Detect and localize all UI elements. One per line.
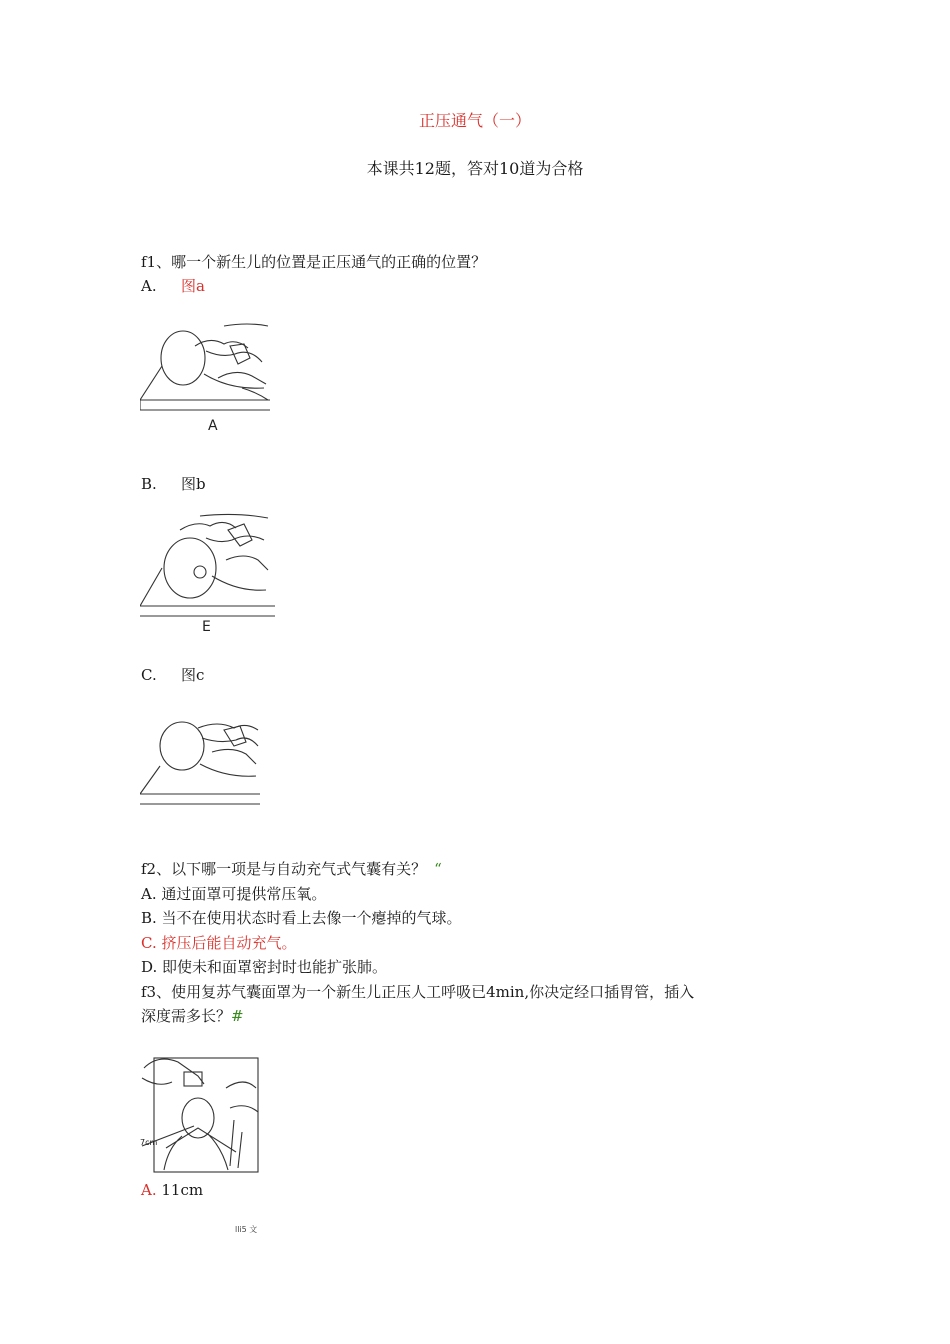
page-subtitle: 本课共12题，答对10道为合格 [366, 159, 584, 178]
option-text: 图c [181, 666, 205, 684]
option-letter: A. [141, 1181, 157, 1199]
question-1-text: f1、哪一个新生儿的位置是正压通气的正确的位置？ [141, 253, 487, 271]
question-3-text-line1: f3、使用复苏气囊面罩为一个新生儿正压人工呼吸已4min,你决定经口插胃管，插入 [141, 983, 695, 1001]
question-3-text-line2 [141, 1006, 244, 1026]
option-letter: B. [141, 475, 157, 493]
q1-option-a[interactable] [141, 276, 205, 296]
q3-answer-a[interactable] [141, 1180, 203, 1200]
q2-option-b[interactable]: B. 当不在使用状态时看上去像一个瘪掉的气球。 [141, 909, 462, 927]
figure-gastric-tube-label: 7cm [140, 1138, 158, 1147]
question-2-text [141, 859, 442, 879]
question-2-mark: “ [434, 860, 442, 878]
figure-gastric-tube-measurement [138, 1048, 263, 1176]
q1-option-c[interactable] [141, 665, 204, 685]
option-text: 图a [181, 277, 205, 295]
question-3-label: 深度需多长？ [141, 1007, 232, 1025]
figure-a-label: A [208, 418, 218, 434]
q2-option-d[interactable]: D. 即使未和面罩密封时也能扩张肺。 [141, 958, 388, 976]
page-footer: lli5 文 [235, 1225, 258, 1234]
figure-b-label: E [202, 619, 211, 635]
figure-a-infant-position [140, 318, 275, 434]
option-letter: A. [141, 277, 157, 295]
figure-c-infant-position [140, 716, 265, 808]
question-3-mark: # [231, 1007, 244, 1025]
page-title: 正压通气（一） [418, 111, 531, 130]
question-2-label: f2、以下哪一项是与自动充气式气囊有关？ [141, 860, 427, 878]
figure-b-infant-position [140, 512, 278, 635]
q2-option-c[interactable]: C. 挤压后能自动充气。 [141, 934, 297, 952]
option-letter: C. [141, 666, 157, 684]
q1-option-b[interactable] [141, 474, 206, 494]
option-text: 11cm [161, 1181, 204, 1199]
q2-option-a[interactable]: A. 通过面罩可提供常压氧。 [141, 885, 327, 903]
option-text: 图b [181, 475, 206, 493]
